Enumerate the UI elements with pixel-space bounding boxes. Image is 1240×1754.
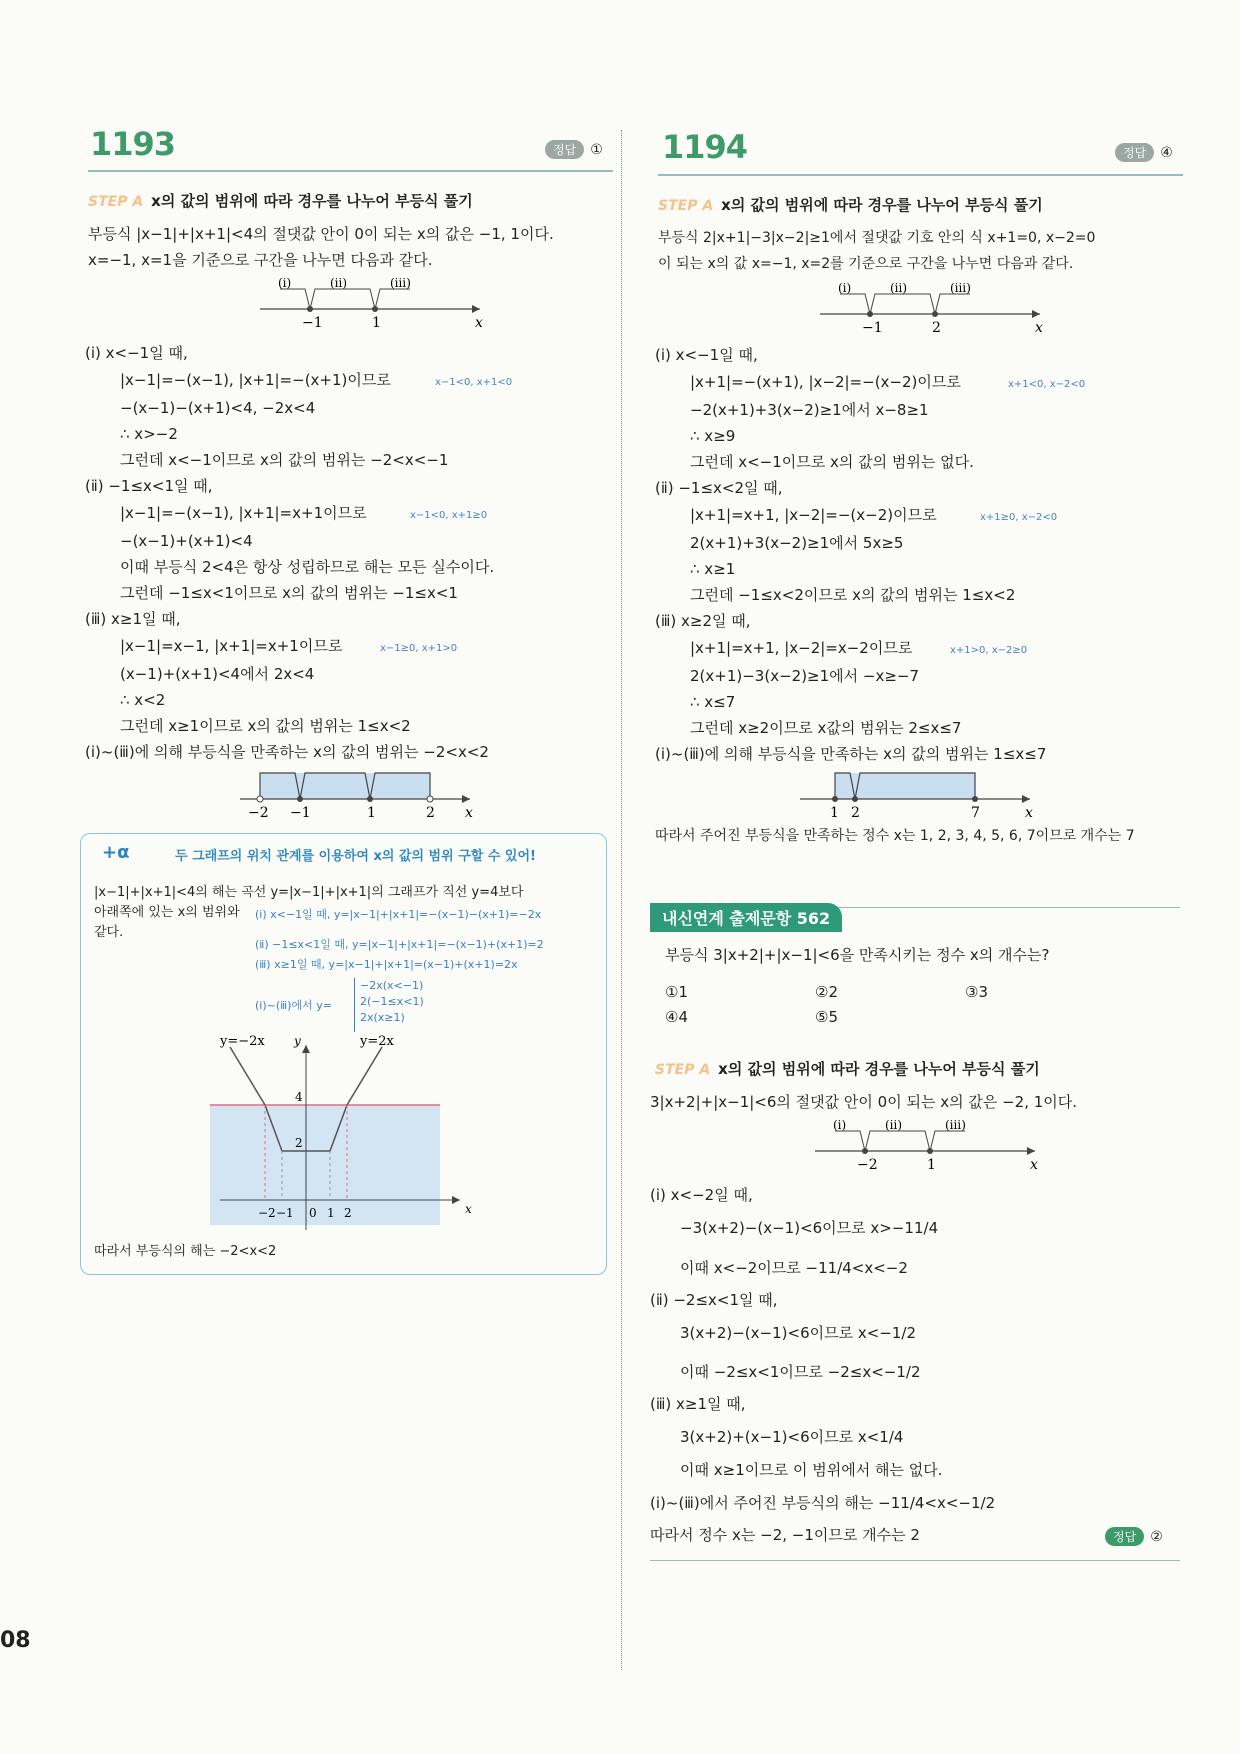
tip-symbol: +α	[102, 842, 130, 863]
summary-line: (ⅰ)~(ⅲ)에 의해 부등식을 만족하는 x의 값의 범위는 1≤x≤7	[655, 745, 1047, 763]
axis-label: x	[465, 805, 473, 821]
answer-value: ②	[1150, 1528, 1163, 1545]
step-tag: STEP A	[88, 194, 144, 210]
intro-line-2: x=−1, x=1을 기준으로 구간을 나누면 다음과 같다.	[88, 251, 433, 269]
problem-number: 1194	[662, 128, 748, 166]
side-note: x−1≥0, x+1>0	[380, 643, 458, 654]
sol-point: −2	[248, 805, 269, 821]
problem-number: 1193	[90, 125, 176, 163]
choice-3: ③3	[965, 983, 988, 1001]
intro-line-1: 부등식 2|x+1|−3|x−2|≥1에서 절댓값 기호 안의 식 x+1=0, x−2=0	[658, 230, 1096, 246]
point-2: 1	[372, 315, 381, 330]
tip-case-2: (ⅱ) −1≤x<1일 때, y=|x−1|+|x+1|=−(x−1)+(x+1)=2	[255, 938, 544, 951]
graph-xtick: −2	[258, 1206, 276, 1220]
answer-value: ④	[1160, 144, 1173, 161]
related-case-i: (ⅰ) x<−2일 때,	[650, 1186, 753, 1204]
point-1: −2	[857, 1157, 878, 1172]
side-note: x−1<0, x+1<0	[435, 377, 513, 388]
tip-title: 두 그래프의 위치 관계를 이용하여 x의 값의 범위 구할 수 있어!	[175, 849, 536, 864]
line: −2(x+1)+3(x−2)≥1에서 x−8≥1	[690, 401, 929, 419]
sol-point: 1	[367, 805, 376, 821]
sol-point: 2	[851, 805, 860, 821]
choice-4: ④4	[665, 1008, 688, 1026]
column-divider	[621, 130, 622, 1670]
line: ∴ x>−2	[120, 425, 178, 443]
axis-label: x	[475, 315, 483, 330]
line: 3(x+2)−(x−1)<6이므로 x<−1/2	[680, 1324, 917, 1342]
step-heading	[88, 190, 473, 211]
choice-5: ⑤5	[815, 1008, 838, 1026]
sol-point: −1	[290, 805, 311, 821]
related-question: 부등식 3|x+2|+|x−1|<6을 만족시키는 정수 x의 개수는?	[665, 946, 1050, 964]
label-ii: (ⅱ)	[885, 1118, 903, 1132]
line: 2(x+1)−3(x−2)≥1에서 −x≥−7	[690, 667, 920, 685]
line: 그런데 −1≤x<2이므로 x의 값의 범위는 1≤x<2	[690, 586, 1016, 604]
label-iii: (ⅲ)	[390, 276, 411, 290]
related-step-heading	[655, 1058, 1040, 1079]
conclusion: 따라서 주어진 부등식을 만족하는 정수 x는 1, 2, 3, 4, 5, 6, 7이므로 개수는 7	[655, 828, 1135, 844]
step-title: x의 값의 범위에 따라 경우를 나누어 부등식 풀기	[151, 192, 473, 210]
solution-number-line	[800, 765, 1110, 825]
graph-y2: 2	[295, 1136, 303, 1150]
label-iii: (ⅲ)	[945, 1118, 966, 1132]
point-2: 2	[932, 320, 941, 335]
graph-xtick: −1	[276, 1206, 294, 1220]
piece-2: 2(−1≤x<1)	[360, 995, 424, 1008]
answer-value: ①	[590, 141, 603, 158]
side-note: x+1≥0, x−2<0	[980, 512, 1058, 523]
label-i: (ⅰ)	[833, 1118, 847, 1132]
answer-badge	[545, 140, 603, 159]
related-case-iii: (ⅲ) x≥1일 때,	[650, 1395, 746, 1413]
step-tag: STEP A	[658, 198, 714, 214]
bottom-rule	[650, 1560, 1180, 1561]
point-1: −1	[862, 320, 883, 335]
piece-1: −2x(x<−1)	[360, 979, 424, 992]
answer-label: 정답	[1115, 143, 1154, 162]
line: 그런데 x≥1이므로 x의 값의 범위는 1≤x<2	[120, 717, 411, 735]
line: |x+1|=−(x+1), |x−2|=−(x−2)이므로	[690, 373, 961, 391]
step-title: x의 값의 범위에 따라 경우를 나누어 부등식 풀기	[721, 196, 1043, 214]
axis-label: x	[1030, 1157, 1038, 1172]
case-ii: (ⅱ) −1≤x<2일 때,	[655, 479, 783, 497]
line: 그런데 x<−1이므로 x의 값의 범위는 없다.	[690, 453, 974, 471]
line: 이때 부등식 2<4은 항상 성립하므로 해는 모든 실수이다.	[120, 558, 495, 576]
answer-badge	[1115, 143, 1173, 162]
tip-conclusion: 따라서 부등식의 해는 −2<x<2	[94, 1244, 277, 1259]
graph-yaxis: y	[294, 1035, 301, 1048]
graph-xaxis: x	[465, 1202, 472, 1216]
sol-point: 1	[830, 805, 839, 821]
line: 2(x+1)+3(x−2)≥1에서 5x≥5	[690, 534, 904, 552]
label-i: (ⅰ)	[838, 281, 852, 295]
graph-xtick: 1	[327, 1206, 335, 1220]
header-rule	[658, 174, 1183, 176]
line: 이때 −2≤x<1이므로 −2≤x<−1/2	[680, 1363, 921, 1381]
answer-label: 정답	[1105, 1527, 1144, 1546]
intro-line-2: 이 되는 x의 값 x=−1, x=2를 기준으로 구간을 나누면 다음과 같다.	[658, 256, 1074, 272]
line: −3(x+2)−(x−1)<6이므로 x>−11/4	[680, 1219, 939, 1237]
step-title: x의 값의 범위에 따라 경우를 나누어 부등식 풀기	[718, 1060, 1040, 1078]
header-rule	[88, 170, 613, 172]
tip-case-3: (ⅲ) x≥1일 때, y=|x−1|+|x+1|=(x−1)+(x+1)=2x	[255, 958, 518, 971]
piece-3: 2x(x≥1)	[360, 1011, 405, 1024]
tip-line-3: 같다.	[94, 925, 124, 940]
side-note: x+1>0, x−2≥0	[950, 645, 1028, 656]
graph-label-left: y=−2x	[220, 1035, 265, 1049]
line: ∴ x≥1	[690, 560, 736, 578]
tip-line-1: |x−1|+|x+1|<4의 해는 곡선 y=|x−1|+|x+1|의 그래프가 직선 y=4보다	[94, 885, 524, 900]
line: 그런데 −1≤x<1이므로 x의 값의 범위는 −1≤x<1	[120, 584, 458, 602]
tip-piece-prefix: (ⅰ)~(ⅲ)에서 y=	[255, 999, 332, 1012]
solution-number-line	[240, 765, 550, 825]
related-case-ii: (ⅱ) −2≤x<1일 때,	[650, 1291, 778, 1309]
sol-point: 2	[426, 805, 435, 821]
tip-line-2: 아래쪽에 있는 x의 범위와	[94, 905, 240, 920]
case-iii: (ⅲ) x≥2일 때,	[655, 612, 751, 630]
label-ii: (ⅱ)	[330, 276, 348, 290]
step-heading	[658, 194, 1043, 215]
tip-graph	[210, 1035, 540, 1235]
interval-number-line	[810, 280, 1110, 335]
case-i: (ⅰ) x<−1일 때,	[85, 344, 188, 362]
related-conclusion: 따라서 정수 x는 −2, −1이므로 개수는 2	[650, 1526, 920, 1544]
intro-line-1: 부등식 |x−1|+|x+1|<4의 절댓값 안이 0이 되는 x의 값은 −1, 1이다.	[88, 225, 554, 243]
related-number-line	[805, 1117, 1105, 1172]
line: 이때 x<−2이므로 −11/4<x<−2	[680, 1259, 908, 1277]
choice-2: ②2	[815, 983, 838, 1001]
line: (x−1)+(x+1)<4에서 2x<4	[120, 665, 315, 683]
tip-case-1: (ⅰ) x<−1일 때, y=|x−1|+|x+1|=−(x−1)−(x+1)=−2x	[255, 908, 542, 921]
related-badge: 내신연계 출제문항 562	[650, 903, 842, 932]
answer-label: 정답	[545, 140, 584, 159]
case-i: (ⅰ) x<−1일 때,	[655, 346, 758, 364]
point-1: −1	[302, 315, 323, 330]
line: 그런데 x<−1이므로 x의 값의 범위는 −2<x<−1	[120, 451, 449, 469]
graph-label-right: y=2x	[360, 1035, 394, 1049]
line: −(x−1)−(x+1)<4, −2x<4	[120, 399, 316, 417]
side-note: x+1<0, x−2<0	[1008, 379, 1086, 390]
interval-number-line	[250, 275, 550, 330]
line: |x+1|=x+1, |x−2|=x−2이므로	[690, 639, 913, 657]
line: 3(x+2)+(x−1)<6이므로 x<1/4	[680, 1428, 904, 1446]
line: |x−1|=x−1, |x+1|=x+1이므로	[120, 637, 343, 655]
summary-line: (ⅰ)~(ⅲ)에 의해 부등식을 만족하는 x의 값의 범위는 −2<x<2	[85, 743, 489, 761]
line: ∴ x≤7	[690, 693, 736, 711]
case-iii: (ⅲ) x≥1일 때,	[85, 610, 181, 628]
label-i: (ⅰ)	[278, 276, 292, 290]
brace	[354, 978, 355, 1032]
line: −(x−1)+(x+1)<4	[120, 532, 253, 550]
line: |x+1|=x+1, |x−2|=−(x−2)이므로	[690, 506, 937, 524]
line: ∴ x<2	[120, 691, 166, 709]
step-tag: STEP A	[655, 1062, 711, 1078]
line: 그런데 x≥2이므로 x값의 범위는 2≤x≤7	[690, 719, 962, 737]
label-iii: (ⅲ)	[950, 281, 971, 295]
line: ∴ x≥9	[690, 427, 736, 445]
axis-label: x	[1025, 805, 1033, 821]
graph-xtick: 2	[344, 1206, 352, 1220]
sol-point: 7	[971, 805, 980, 821]
related-intro: 3|x+2|+|x−1|<6의 절댓값 안이 0이 되는 x의 값은 −2, 1이다.	[650, 1093, 1078, 1111]
side-note: x−1<0, x+1≥0	[410, 510, 488, 521]
related-answer-badge	[1105, 1527, 1163, 1546]
line: |x−1|=−(x−1), |x+1|=x+1이므로	[120, 504, 367, 522]
graph-y4: 4	[295, 1090, 303, 1104]
line: 이때 x≥1이므로 이 범위에서 해는 없다.	[680, 1461, 943, 1479]
point-2: 1	[927, 1157, 936, 1172]
graph-xtick: 0	[309, 1206, 317, 1220]
label-ii: (ⅱ)	[890, 281, 908, 295]
case-ii: (ⅱ) −1≤x<1일 때,	[85, 477, 213, 495]
choice-1: ①1	[665, 983, 688, 1001]
axis-label: x	[1035, 320, 1043, 335]
line: |x−1|=−(x−1), |x+1|=−(x+1)이므로	[120, 371, 391, 389]
line: (ⅰ)~(ⅲ)에서 주어진 부등식의 해는 −11/4<x<−1/2	[650, 1494, 996, 1512]
page-number: 08	[0, 1628, 31, 1653]
